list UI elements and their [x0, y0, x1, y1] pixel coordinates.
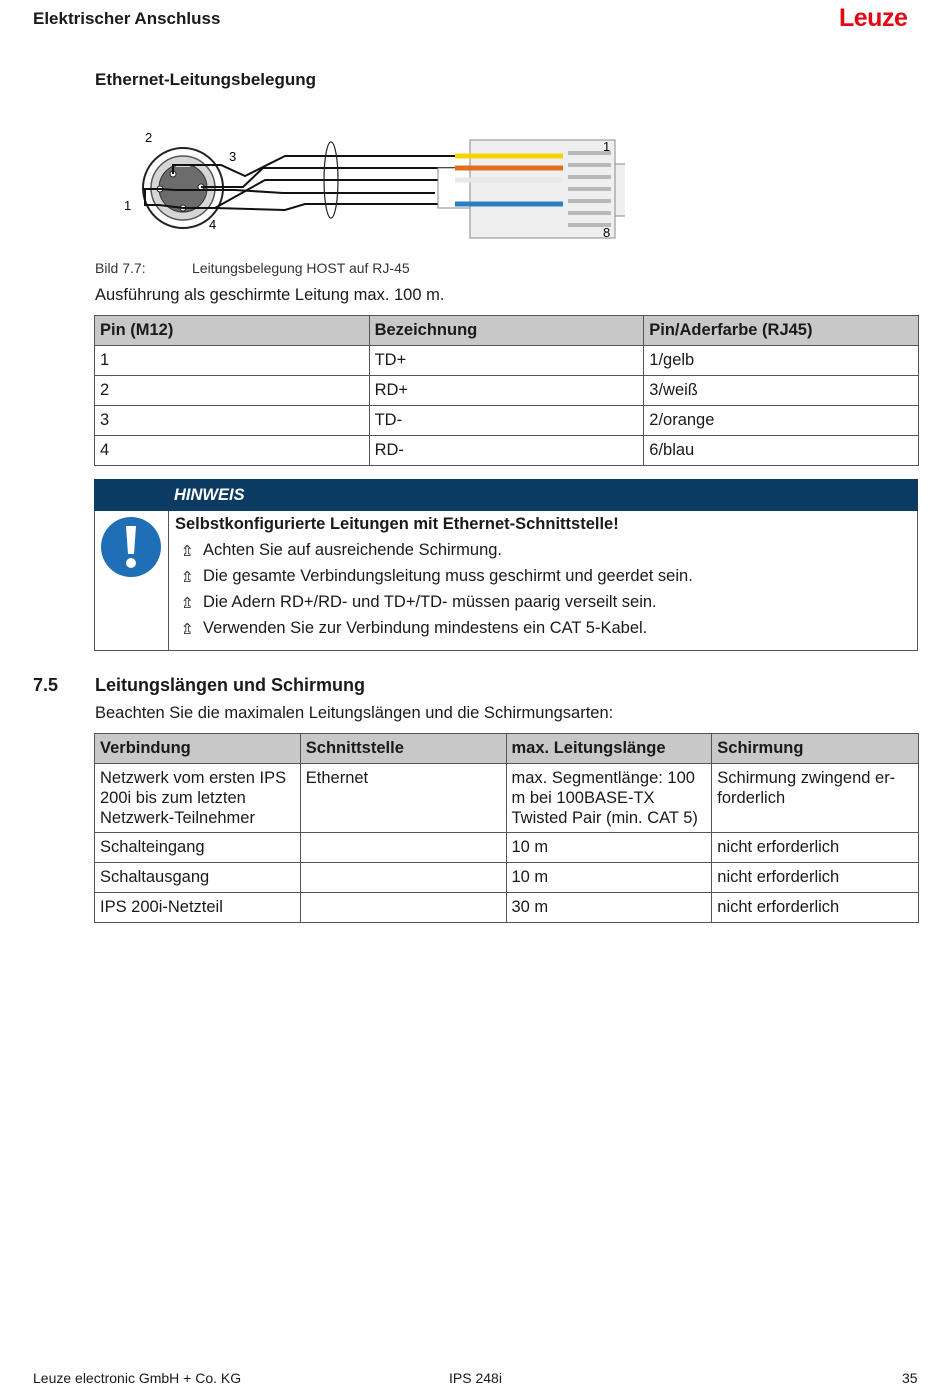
table-row	[95, 406, 919, 436]
section-title: Leitungslängen und Schirmung	[95, 675, 365, 695]
pin-label-2: 2	[145, 130, 153, 145]
table-row	[95, 833, 919, 863]
table-header-row	[95, 316, 919, 346]
notice-text	[169, 511, 699, 650]
table-cell: 10 m	[506, 833, 712, 863]
table-cell	[300, 863, 506, 893]
pin-assignment-table	[94, 315, 919, 466]
notice-item-text: Die gesamte Verbindungsleitung muss geschirmt und geerdet sein.	[203, 567, 693, 585]
table-cell: Schaltausgang	[95, 863, 301, 893]
notice-body	[94, 511, 918, 651]
column-header: Bezeichnung	[369, 316, 644, 346]
notice-item	[175, 619, 693, 638]
table-cell: nicht erforderlich	[712, 893, 919, 923]
pin-label-3: 3	[229, 149, 237, 164]
footer-product: IPS 248i	[449, 1370, 502, 1386]
table-cell: RD+	[369, 376, 644, 406]
table-cell: 3/weiß	[644, 376, 919, 406]
column-header: Pin (M12)	[95, 316, 370, 346]
cable-length-table	[94, 733, 919, 923]
table-cell: 6/blau	[644, 436, 919, 466]
table-cell: Netzwerk vom ersten IPS 200i bis zum letzten Netzwerk-Teilnehmer	[95, 764, 301, 833]
notice-title: Selbstkonfigurierte Leitungen mit Ethernet-Schnittstelle!	[175, 515, 619, 533]
notice-item	[175, 541, 693, 560]
table-cell: 30 m	[506, 893, 712, 923]
arrow-right-icon: ⇬	[181, 594, 194, 612]
pin-label-4: 4	[209, 217, 217, 232]
notice-item	[175, 593, 693, 612]
table-cell: TD+	[369, 346, 644, 376]
table-row	[95, 764, 919, 833]
notice-heading: HINWEIS	[94, 479, 918, 511]
table-cell: RD-	[369, 436, 644, 466]
page-header-title: Elektrischer Anschluss	[33, 9, 221, 28]
wiring-diagram	[115, 120, 625, 245]
figure-caption	[95, 260, 410, 276]
column-header: Schnittstelle	[300, 734, 506, 764]
table-cell	[300, 833, 506, 863]
column-header: max. Leitungslänge	[506, 734, 712, 764]
column-header: Pin/Aderfarbe (RJ45)	[644, 316, 919, 346]
table-cell: nicht erforderlich	[712, 863, 919, 893]
table-cell: 3	[95, 406, 370, 436]
notice-icon-cell	[95, 511, 169, 650]
table-cell: 1	[95, 346, 370, 376]
rj45-connector	[438, 140, 625, 238]
table-row	[95, 893, 919, 923]
table-row	[95, 376, 919, 406]
table-cell: 2	[95, 376, 370, 406]
column-header: Verbindung	[95, 734, 301, 764]
table-cell: TD-	[369, 406, 644, 436]
figure-number: Bild 7.7:	[95, 260, 146, 276]
brand-logo: Leuze	[839, 4, 908, 32]
table-cell: Ethernet	[300, 764, 506, 833]
arrow-right-icon: ⇬	[181, 620, 194, 638]
table-cell: max. Segmentlänge: 100 m bei 100BASE-TX Twisted Pair (min. CAT 5)	[506, 764, 712, 833]
rj45-label-1: 1	[603, 139, 611, 154]
table-cell: Schirmung zwingend er-forderlich	[712, 764, 919, 833]
notice-item	[175, 567, 693, 586]
table-row	[95, 863, 919, 893]
table-cell: IPS 200i-Netzteil	[95, 893, 301, 923]
page-number: 35	[902, 1370, 918, 1386]
notice-item-text: Achten Sie auf ausreichende Schirmung.	[203, 541, 503, 559]
arrow-right-icon: ⇬	[181, 568, 194, 586]
rj45-label-8: 8	[603, 225, 611, 240]
table-row	[95, 436, 919, 466]
section-number: 7.5	[33, 675, 59, 695]
notice-box	[94, 479, 918, 651]
subsection-title: Ethernet-Leitungsbelegung	[95, 70, 316, 89]
arrow-right-icon: ⇬	[181, 542, 194, 560]
table-cell: 4	[95, 436, 370, 466]
table-cell	[300, 893, 506, 923]
column-header: Schirmung	[712, 734, 919, 764]
section-intro: Beachten Sie die maximalen Leitungslängen und die Schirmungsarten:	[95, 704, 614, 722]
table-cell: Schalteingang	[95, 833, 301, 863]
table-cell: nicht erforderlich	[712, 833, 919, 863]
pin-label-1: 1	[124, 198, 132, 213]
table-cell: 1/gelb	[644, 346, 919, 376]
notice-item-text: Verwenden Sie zur Verbindung mindestens ein CAT 5-Kabel.	[203, 619, 648, 637]
figure-caption-text: Leitungsbelegung HOST auf RJ-45	[192, 260, 410, 276]
table-row	[95, 346, 919, 376]
notice-item-text: Die Adern RD+/RD- und TD+/TD- müssen paarig verseilt sein.	[203, 593, 657, 611]
table-header-row	[95, 734, 919, 764]
intro-text: Ausführung als geschirmte Leitung max. 100 m.	[95, 286, 445, 304]
exclamation-icon	[100, 516, 162, 578]
table-cell: 10 m	[506, 863, 712, 893]
table-cell: 2/orange	[644, 406, 919, 436]
footer-company: Leuze electronic GmbH + Co. KG	[33, 1370, 242, 1386]
